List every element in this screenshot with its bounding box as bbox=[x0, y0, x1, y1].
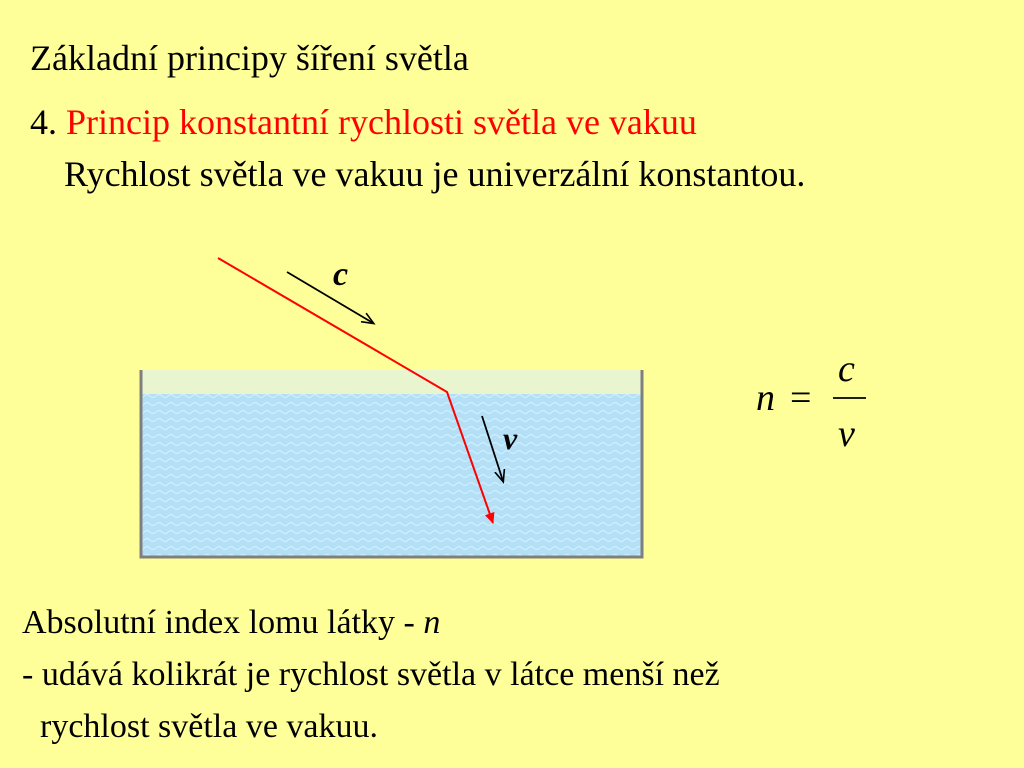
label-c: c bbox=[333, 256, 349, 293]
principle-number: 4. bbox=[30, 102, 66, 142]
definition-line-2: rychlost světla ve vakuu. bbox=[40, 708, 379, 745]
formula-lhs: n bbox=[756, 377, 775, 419]
definition-term bbox=[22, 606, 440, 640]
water-body bbox=[142, 394, 641, 556]
slide-title: Základní principy šíření světla bbox=[30, 38, 469, 78]
formula-numerator: c bbox=[838, 348, 855, 390]
label-v: v bbox=[503, 420, 518, 456]
definition-line-1: - udává kolikrát je rychlost světla v látce menší než bbox=[22, 656, 720, 693]
principle-statement: Rychlost světla ve vakuu je univerzální konstantou. bbox=[64, 154, 806, 194]
formula-denominator: v bbox=[838, 413, 855, 455]
definition-symbol: n bbox=[423, 604, 441, 641]
vessel-air-gap bbox=[142, 370, 641, 394]
definition-term-text: Absolutní index lomu látky - bbox=[22, 604, 424, 641]
water-vessel bbox=[141, 370, 642, 557]
formula-equals: = bbox=[790, 377, 812, 419]
principle-title: Princip konstantní rychlosti světla ve vakuu bbox=[66, 102, 697, 142]
arrow-c bbox=[287, 272, 373, 323]
refractive-index-formula bbox=[756, 348, 866, 455]
